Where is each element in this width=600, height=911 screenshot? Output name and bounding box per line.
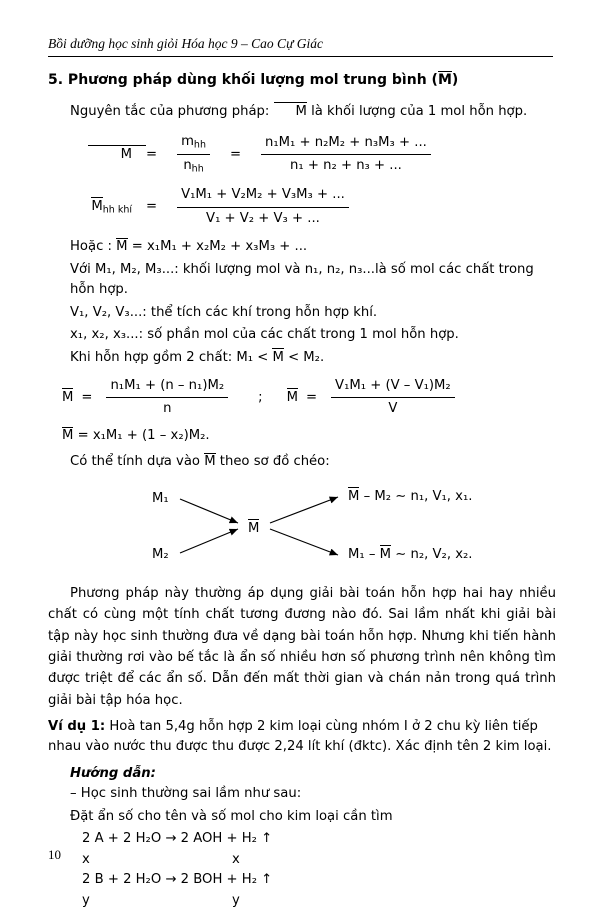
section-heading-text: 5. Phương pháp dùng khối lượng mol trung bình ( bbox=[48, 72, 438, 88]
separator-semicolon: ; bbox=[258, 389, 263, 405]
equals-sign: = bbox=[146, 146, 158, 162]
fraction-numerator: n₁M₁ + (n – n₁)M₂ bbox=[106, 376, 228, 398]
reaction-1: 2 A + 2 H₂O → 2 AOH + H₂ ↑ bbox=[82, 831, 273, 847]
page-number: 10 bbox=[48, 847, 61, 862]
fraction-volume-expansion bbox=[171, 185, 355, 229]
reaction-1-var-right: x bbox=[232, 851, 240, 867]
two-substance-line bbox=[48, 348, 556, 368]
method-paragraph: Phương pháp này thường áp dụng giải bài toán hỗn hợp hai hay nhiều chất có cùng một tính chất tương đương nào đó. Sai lầm nhất khi giải bài tập này học sinh thường đưa về dạng bài toán hỗn hợp. Nhưng khi tiến hành giải thường rơi vào bế tắc là ẩn số nhiều hơn số phương trình nên không tìm được triệt để các ẩn số. Dẫn đến mất thời gian và chán nản trong quá trình giải bài tập hóa học. bbox=[48, 585, 556, 708]
m-bar-symbol: M bbox=[380, 545, 391, 565]
m-bar-symbol: M bbox=[62, 388, 73, 408]
example-line bbox=[48, 717, 556, 758]
denominator-sub: hh bbox=[191, 163, 204, 175]
diagram-label-right-bottom bbox=[348, 545, 472, 565]
m-bar-symbol: M bbox=[274, 102, 307, 122]
section-heading-close: ) bbox=[451, 72, 459, 88]
cross-diagram-intro bbox=[48, 452, 556, 472]
example-label: Ví dụ 1: bbox=[48, 719, 106, 735]
m-bar-hhkhi-symbol bbox=[88, 197, 146, 218]
fraction-numerator: n₁M₁ + n₂M₂ + n₃M₃ + ... bbox=[261, 133, 431, 155]
fraction-numerator: V₁M₁ + V₂M₂ + V₃M₃ + ... bbox=[177, 185, 349, 207]
m-bar-symbol: M bbox=[272, 348, 283, 368]
formula-mole-fraction-rest: = x₁M₁ + (1 – x₂)M₂. bbox=[73, 427, 210, 443]
fraction-mole-form bbox=[100, 376, 234, 420]
guide-heading: Hướng dẫn: bbox=[70, 765, 156, 781]
reaction-2-vars bbox=[82, 891, 556, 911]
formula-mean-mol-mass bbox=[48, 132, 556, 229]
numerator-sub: hh bbox=[193, 139, 206, 151]
hoac-line bbox=[48, 237, 556, 257]
formula-mole-fraction bbox=[48, 426, 556, 446]
equals-sign: = bbox=[305, 389, 318, 405]
equals-sign: = bbox=[81, 389, 93, 405]
section-heading bbox=[48, 70, 556, 92]
fraction-denominator: n₁ + n₂ + n₃ + ... bbox=[290, 158, 402, 174]
definition-line-v: V₁, V₂, V₃...: thể tích các khí trong hỗn hợp khí. bbox=[70, 304, 378, 320]
guide-line-1: – Học sinh thường sai lầm như sau: bbox=[70, 786, 302, 802]
m-bar-symbol: M bbox=[91, 197, 102, 217]
principle-text: Nguyên tắc của phương pháp: bbox=[70, 103, 274, 119]
m-bar-symbol: M bbox=[62, 426, 73, 446]
two-substance-text: Khi hỗn hợp gồm 2 chất: M₁ < bbox=[70, 349, 273, 365]
reaction-2-var-right: y bbox=[232, 892, 240, 908]
fraction-sum-expansion bbox=[255, 133, 437, 177]
guide-line-2: Đặt ẩn số cho tên và số mol cho kim loại cần tìm bbox=[70, 808, 393, 824]
document-body bbox=[48, 70, 556, 911]
cross-diagram-arrows bbox=[48, 481, 556, 573]
equation-row-1 bbox=[88, 132, 556, 177]
fraction-denominator bbox=[177, 155, 210, 177]
diagram-right-bottom-b: ∼ n₂, V₂, x₂. bbox=[391, 546, 473, 562]
hoac-label: Hoặc : bbox=[70, 239, 117, 255]
formula-two-substance bbox=[48, 376, 556, 420]
m-bar-subscript: hh khí bbox=[102, 204, 132, 216]
cross-diagram bbox=[48, 481, 556, 573]
reaction-1-var-left: x bbox=[82, 851, 90, 867]
denominator-text: n bbox=[183, 158, 192, 174]
equals-sign-2: = bbox=[229, 146, 242, 162]
cross-diagram-intro-a: Có thể tính dựa vào bbox=[70, 454, 205, 470]
diagram-label-mbar: M bbox=[248, 519, 259, 539]
diagram-right-top-rest: – M₂ ∼ n₁, V₁, x₁. bbox=[359, 488, 473, 504]
m-bar-symbol: M bbox=[348, 487, 359, 507]
fraction-denominator: V bbox=[388, 401, 398, 417]
running-header: Bồi dưỡng học sinh giỏi Hóa học 9 – Cao Cự Giác bbox=[48, 36, 553, 57]
two-substance-rest: < M₂. bbox=[283, 349, 325, 365]
fraction-denominator: V₁ + V₂ + V₃ + ... bbox=[206, 210, 320, 226]
hoac-rest: = x₁M₁ + x₂M₂ + x₃M₃ + ... bbox=[127, 239, 308, 255]
cross-diagram-intro-b: theo sơ đồ chéo: bbox=[215, 454, 330, 470]
m-bar-symbol: M bbox=[116, 237, 127, 257]
diagram-label-m1: M₁ bbox=[152, 490, 169, 506]
diagram-right-bottom-a: M₁ – bbox=[348, 546, 380, 562]
m-bar-symbol: M bbox=[88, 145, 146, 165]
reaction-1-vars bbox=[82, 850, 556, 870]
fraction-numerator bbox=[177, 132, 210, 155]
equals-sign: = bbox=[146, 199, 158, 215]
fraction-numerator: V₁M₁ + (V – V₁)M₂ bbox=[331, 376, 455, 398]
m-bar-symbol: M bbox=[204, 452, 215, 472]
principle-rest: là khối lượng của 1 mol hỗn hợp. bbox=[306, 103, 528, 119]
reaction-2: 2 B + 2 H₂O → 2 BOH + H₂ ↑ bbox=[82, 872, 273, 888]
definition-line-x: x₁, x₂, x₃...: số phần mol của các chất trong 1 mol hỗn hợp. bbox=[70, 327, 459, 343]
numerator-text: m bbox=[181, 134, 194, 150]
fraction-mhh-nhh bbox=[171, 132, 216, 177]
m-bar-symbol: M bbox=[438, 70, 452, 92]
m-bar-symbol: M bbox=[287, 388, 298, 408]
equation-row-2 bbox=[88, 185, 556, 229]
reaction-2-var-left: y bbox=[82, 892, 90, 908]
fraction-volume-form bbox=[325, 376, 461, 420]
diagram-label-right-top bbox=[348, 487, 472, 507]
reaction-equations bbox=[48, 829, 556, 911]
example-text: Hoà tan 5,4g hỗn hợp 2 kim loại cùng nhóm I ở 2 chu kỳ liên tiếp nhau vào nước thu được thu được 2,24 lít khí (đktc). Xác định tên 2 kim loại. bbox=[48, 719, 552, 755]
fraction-denominator: n bbox=[163, 401, 172, 417]
definition-line-m: Với M₁, M₂, M₃...: khối lượng mol và n₁, n₂, n₃...là số mol các chất trong hỗn hợp. bbox=[70, 261, 534, 298]
principle-line bbox=[48, 102, 556, 122]
diagram-label-m2: M₂ bbox=[152, 546, 169, 562]
